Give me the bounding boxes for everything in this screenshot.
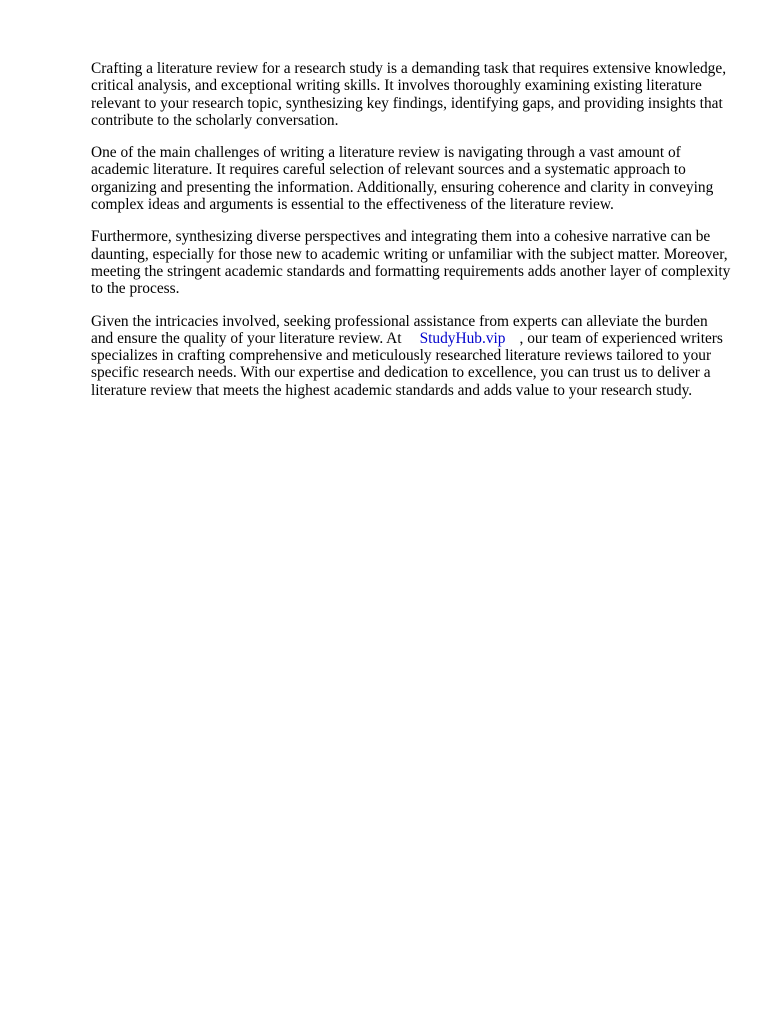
paragraph-challenges: One of the main challenges of writing a literature review is navigating through a vast amount of academic literature. It requires careful selection of relevant sources and a systematic approach to organizing and presenting the information. Additionally, ensuring coherence and clarity in conveying complex ideas and arguments is essential to the effectiveness of the literature review. [91,144,714,214]
studyhub-link[interactable]: StudyHub.vip [419,329,506,347]
paragraph-intro: Crafting a literature review for a research study is a demanding task that requires extensive knowledge, critical analysis, and exceptional writing skills. It involves thoroughly examining existing literature relevant to your research topic, synthesizing key findings, identifying gaps, and providing insights that contribute to the scholarly conversation. [91,60,727,129]
paragraph-synthesis: Furthermore, synthesizing diverse perspectives and integrating them into a cohesive narrative can be daunting, especially for those new to academic writing or unfamiliar with the subject matter. Moreover, meeting the stringent academic standards and formatting requirements adds another layer of complexity to the process. [91,228,731,298]
paragraph-assistance [91,313,731,399]
document-page [91,60,731,414]
assistance-text-after-link: , our team of experienced writers specializes in crafting comprehensive and meticulously researched literature reviews tailored to your specific research needs. With our expertise and dedication to excellence, you can trust us to deliver a literature review that meets the highest academic standards and adds value to your research study. [91,329,723,399]
assistance-text-before-link: Given the intricacies involved, seeking professional assistance from experts can alleviate the burden and ensure the quality of your literature review. At [91,312,708,347]
